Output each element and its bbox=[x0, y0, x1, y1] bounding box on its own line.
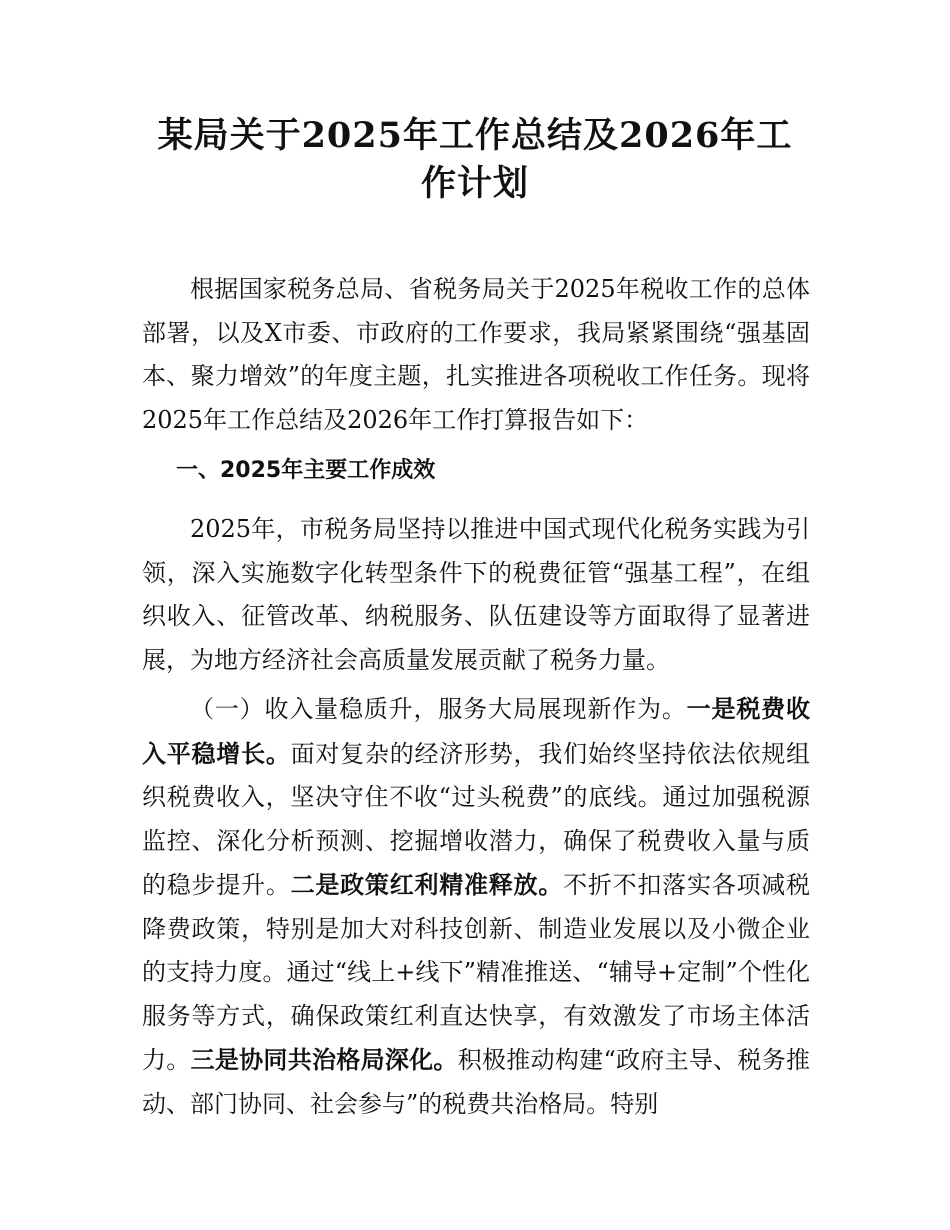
section-summary-paragraph: 2025年，市税务局坚持以推进中国式现代化税务实践为引领，深入实施数字化转型条件下的税费征管“强基工程”，在组织收入、征管改革、纳税服务、队伍建设等方面取得了显著进展，为地方经济社会高质量发展贡献了税务力量。 bbox=[142, 515, 810, 674]
point-one-text: 面对复杂的经济形势，我们始终坚持依法依规组织税费收入，坚决守住不收“过头税费”的底线。通过加强税源监控、深化分析预测、挖掘增收潜力，确保了税费收入量与质的稳步提升。 bbox=[142, 739, 811, 899]
point-three-text: 积极推动构建“政府主导、税务推动、部门协同、社会参与”的税费共治格局。特别 bbox=[142, 1046, 811, 1118]
section-heading: 一、2025年主要工作成效 bbox=[176, 458, 436, 483]
subsection-paragraph bbox=[142, 687, 810, 1126]
point-one-title: 一是税费收入平稳增长。 bbox=[142, 694, 811, 768]
document-title: 某局关于2025年工作总结及2026年工作计划 bbox=[157, 115, 793, 204]
point-two-title: 二是政策红利精准释放。 bbox=[290, 870, 564, 899]
intro-paragraph: 根据国家税务总局、省税务局关于2025年税收工作的总体部署，以及X市委、市政府的工作要求，我局紧紧围绕“强基固本、聚力增效”的年度主题，扎实推进各项税收工作任务。现将2025年工作总结及2026年工作打算报告如下： bbox=[142, 275, 810, 434]
point-three-title: 三是协同共治格局深化。 bbox=[190, 1045, 458, 1074]
subsection-lead: （一）收入量稳质升，服务大局展现新作为。 bbox=[190, 695, 687, 723]
point-two-text: 不折不扣落实各项减税降费政策，特别是加大对科技创新、制造业发展以及小微企业的支持力度。通过“线上+线下”精准推送、“辅导+定制”个性化服务等方式，确保政策红利直达快享，有效激发了市场主体活力。 bbox=[142, 871, 811, 1074]
